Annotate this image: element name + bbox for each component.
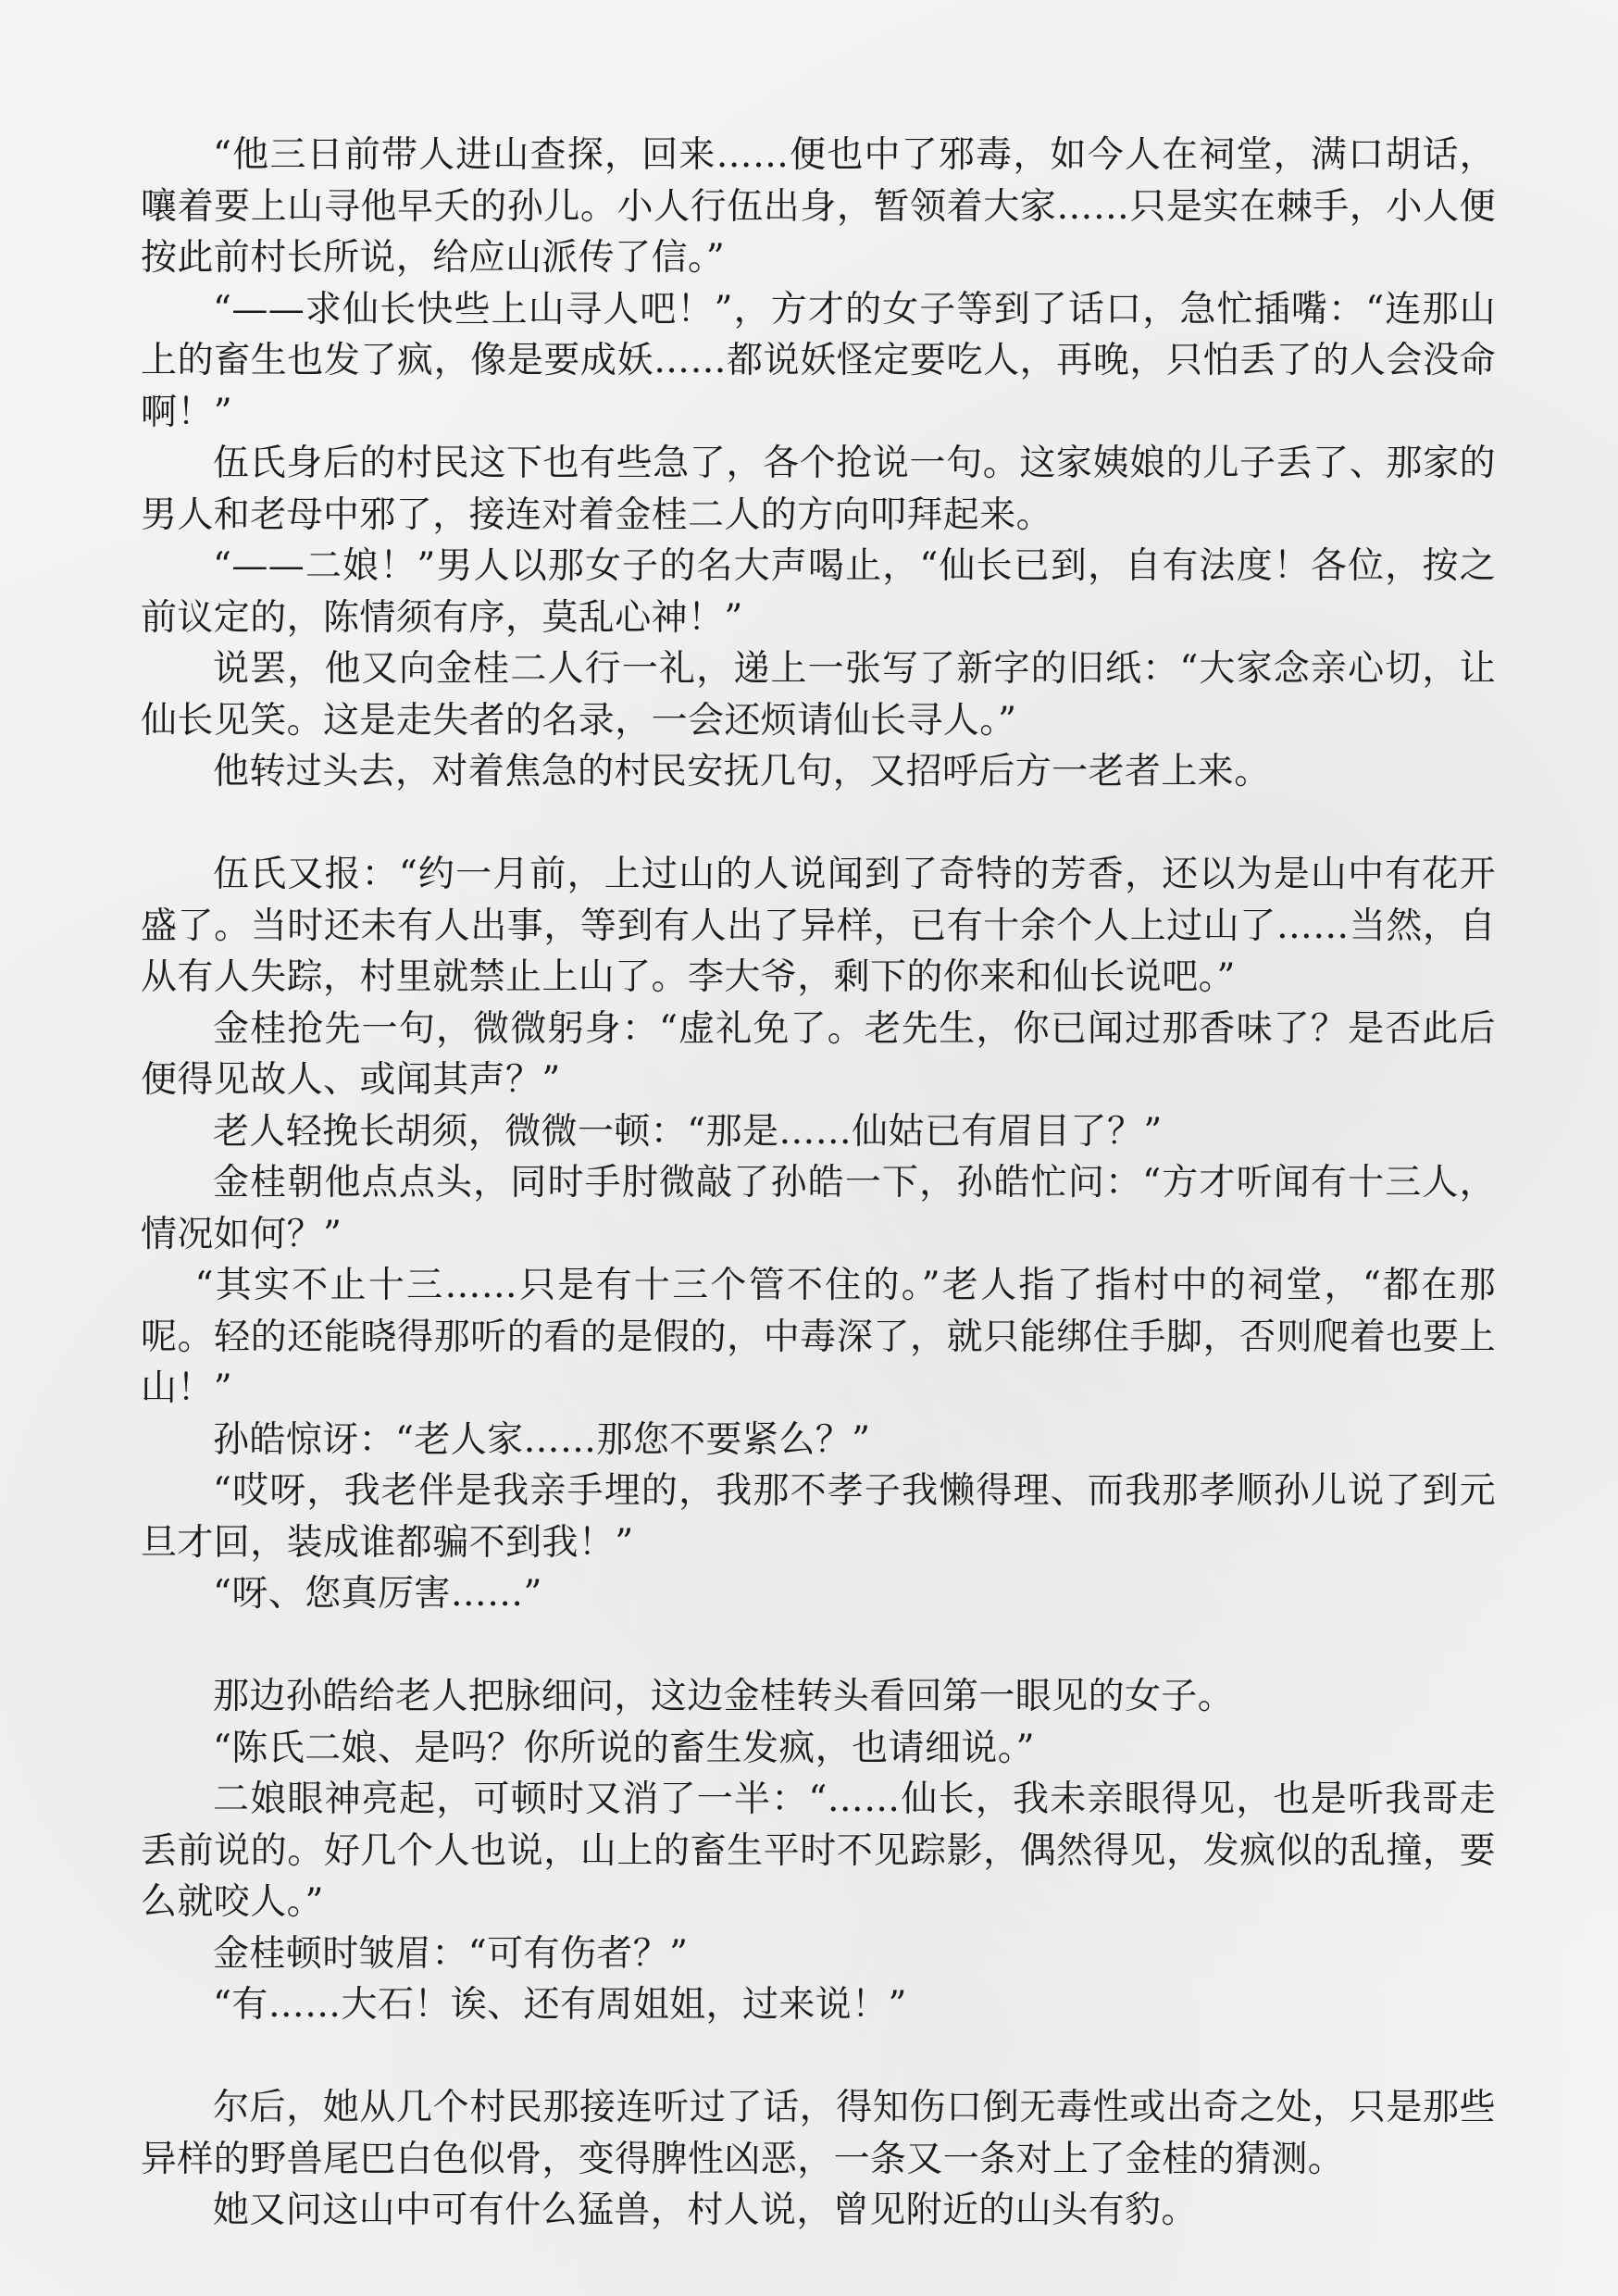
paragraph: 伍氏身后的村民这下也有些急了，各个抢说一句。这家姨娘的儿子丢了、那家的男人和老母中邪了，接连对着金桂二人的方向叩拜起来。 <box>141 443 1496 536</box>
paragraph: 孙皓惊讶：“老人家……那您不要紧么？” <box>213 1418 871 1461</box>
paragraph: “——求仙长快些上山寻人吧！”，方才的女子等到了话口，急忙插嘴：“连那山上的畜生也发了疯，像是要成妖……都说妖怪定要吃人，再晚，只怕丢了的人会没命啊！” <box>141 288 1496 433</box>
paragraph: “陈氏二娘、是吗？你所说的畜生发疯，也请细说。” <box>213 1727 1035 1769</box>
paragraph: “其实不止十三……只是有十三个管不住的。”老人指了指村中的祠堂，“都在那呢。轻的还能晓得那听的看的是假的，中毒深了，就只能绑住手脚，否则爬着也要上山！” <box>141 1265 1496 1409</box>
paragraph: 二娘眼神亮起，可顿时又消了一半：“……仙长，我未亲眼得见，也是听我哥走丢前说的。好几个人也说，山上的畜生平时不见踪影，偶然得见，发疯似的乱撞，要么就咬人。” <box>141 1778 1496 1923</box>
paragraph: 老人轻挽长胡须，微微一顿：“那是……仙姑已有眉目了？” <box>213 1110 1163 1153</box>
section-break <box>141 798 1496 850</box>
paragraph: 金桂朝他点点头，同时手肘微敲了孙皓一下，孙皓忙问：“方才听闻有十三人，情况如何？” <box>141 1162 1496 1255</box>
paragraph: 尔后，她从几个村民那接连听过了话，得知伤口倒无毒性或出奇之处，只是那些异样的野兽尾巴白色似骨，变得脾性凶恶，一条又一条对上了金桂的猜测。 <box>141 2087 1496 2180</box>
paragraph: “呀、您真厉害……” <box>213 1573 542 1615</box>
paragraph: 她又问这山中可有什么猛兽，村人说，曾见附近的山头有豹。 <box>213 2190 1198 2231</box>
paragraph: 说罢，他又向金桂二人行一礼，递上一张写了新字的旧纸：“大家念亲心切，让仙长见笑。这是走失者的名录，一会还烦请仙长寻人。” <box>141 648 1496 742</box>
section-break <box>141 2031 1496 2083</box>
paragraph: “——二娘！”男人以那女子的名大声喝止，“仙长已到，自有法度！各位，按之前议定的，陈情须有序，莫乱心神！” <box>141 545 1496 639</box>
paragraph: 他转过头去，对着焦急的村民安抚几句，又招呼后方一老者上来。 <box>213 751 1271 792</box>
paragraph: 金桂抢先一句，微微躬身：“虚礼免了。老先生，你已闻过那香味了？是否此后便得见故人、或闻其声？” <box>141 1007 1496 1101</box>
paragraph: 那边孙皓给老人把脉细问，这边金桂转头看回第一眼见的女子。 <box>213 1676 1235 1717</box>
section-break <box>141 1620 1496 1672</box>
paragraph: 伍氏又报：“约一月前，上过山的人说闻到了奇特的芳香，还以为是山中有花开盛了。当时还未有人出事，等到有人出了异样，已有十余个人上过山了……当然，自从有人失踪，村里就禁止上山了。李大爷，剩下的你来和仙长说吧。” <box>141 854 1496 998</box>
paragraph: “有……大石！诶、还有周姐姐，过来说！” <box>213 1984 907 2026</box>
paragraph: 金桂顿时皱眉：“可有伤者？” <box>213 1932 689 1975</box>
body-text <box>141 130 1496 2237</box>
paragraph: “他三日前带人进山查探，回来……便也中了邪毒，如今人在祠堂，满口胡话，嚷着要上山寻他早夭的孙儿。小人行伍出身，暂领着大家……只是实在棘手，小人便按此前村长所说，给应山派传了信。” <box>141 134 1496 279</box>
paragraph: “哎呀，我老伴是我亲手埋的，我那不孝子我懒得理、而我那孝顺孙儿说了到元旦才回，装成谁都骗不到我！” <box>141 1470 1496 1564</box>
